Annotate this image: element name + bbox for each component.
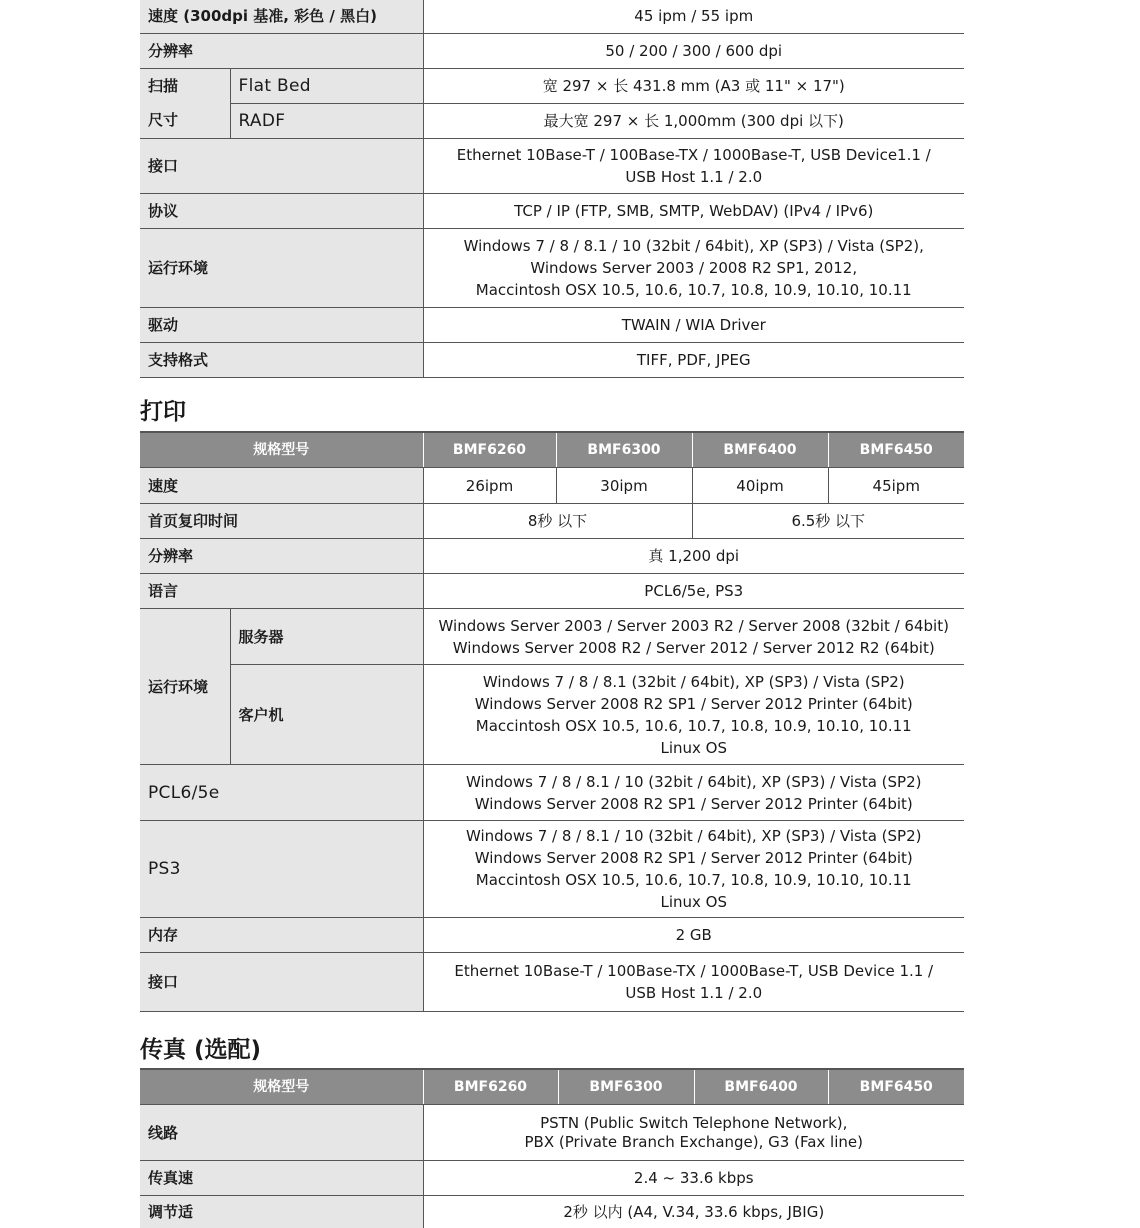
print-speed-label: 速度	[140, 468, 423, 504]
scan-interface-label: 接口	[140, 138, 423, 193]
scan-env-value	[423, 228, 964, 307]
scan-speed-label: 速度 (300dpi 基准, 彩色 / 黑白)	[140, 0, 423, 33]
scan-driver-row	[140, 307, 964, 342]
print-pcl-line-2: Windows Server 2008 R2 SP1 / Server 2012 Printer (64bit)	[474, 794, 913, 813]
scan-resolution-label: 分辨率	[140, 33, 423, 68]
print-speed-1: 26ipm	[423, 468, 556, 504]
print-env-server-value	[423, 609, 964, 665]
print-resolution-value: 真 1,200 dpi	[423, 539, 964, 574]
print-env-client-line-3: Maccintosh OSX 10.5, 10.6, 10.7, 10.8, 10.9, 10.10, 10.11	[475, 716, 912, 735]
print-first-copy-b: 6.5秒 以下	[692, 504, 964, 539]
fax-line-value	[423, 1105, 964, 1161]
scan-format-row	[140, 342, 964, 377]
scan-size-label-2: 尺寸	[140, 103, 230, 138]
scan-radf-value: 最大宽 297 × 长 1,000mm (300 dpi 以下)	[423, 103, 964, 138]
fax-model-2: BMF6300	[558, 1069, 694, 1105]
print-env-label: 运行环境	[140, 609, 230, 765]
print-section-title: 打印	[140, 399, 186, 425]
scan-radf-row	[140, 103, 964, 138]
print-env-server-label: 服务器	[230, 609, 423, 665]
print-resolution-label: 分辨率	[140, 539, 423, 574]
print-env-server-row	[140, 609, 964, 665]
fax-model-4: BMF6450	[828, 1069, 964, 1105]
scan-interface-line-2: USB Host 1.1 / 2.0	[625, 167, 763, 186]
print-ps3-value	[423, 821, 964, 918]
scan-radf-label: RADF	[230, 103, 423, 138]
scan-env-label: 运行环境	[140, 228, 423, 307]
print-speed-2: 30ipm	[556, 468, 692, 504]
fax-speed-value: 2.4 ~ 33.6 kbps	[423, 1161, 964, 1196]
print-env-server-line-2: Windows Server 2008 R2 / Server 2012 / Server 2012 R2 (64bit)	[452, 638, 935, 657]
print-pcl-row	[140, 765, 964, 821]
scan-resolution-value: 50 / 200 / 300 / 600 dpi	[423, 33, 964, 68]
scan-env-line-2: Windows Server 2003 / 2008 R2 SP1, 2012,	[530, 258, 858, 277]
print-memory-label: 内存	[140, 918, 423, 953]
fax-speed-row	[140, 1161, 964, 1196]
fax-modem-value: 2秒 以内 (A4, V.34, 33.6 kbps, JBIG)	[423, 1196, 964, 1228]
print-env-client-line-2: Windows Server 2008 R2 SP1 / Server 2012 Printer (64bit)	[474, 694, 913, 713]
scan-format-value: TIFF, PDF, JPEG	[423, 342, 964, 377]
scan-speed-row	[140, 0, 964, 33]
fax-line-label: 线路	[140, 1105, 423, 1161]
scan-spec-section	[140, 0, 964, 378]
print-header-label: 规格型号	[140, 432, 423, 468]
print-first-copy-label: 首页复印时间	[140, 504, 423, 539]
scan-driver-value: TWAIN / WIA Driver	[423, 307, 964, 342]
print-spec-section	[140, 431, 964, 1012]
fax-spec-table	[140, 1068, 964, 1228]
print-ps3-row	[140, 821, 964, 918]
print-speed-3: 40ipm	[692, 468, 828, 504]
print-interface-line-2: USB Host 1.1 / 2.0	[625, 984, 763, 1002]
print-interface-row	[140, 953, 964, 1012]
scan-interface-value	[423, 138, 964, 193]
scan-env-row	[140, 228, 964, 307]
scan-format-label: 支持格式	[140, 342, 423, 377]
scan-speed-value: 45 ipm / 55 ipm	[423, 0, 964, 33]
fax-header-row	[140, 1069, 964, 1105]
scan-protocol-label: 协议	[140, 193, 423, 228]
print-speed-4: 45ipm	[828, 468, 964, 504]
print-ps3-line-1: Windows 7 / 8 / 8.1 / 10 (32bit / 64bit), XP (SP3) / Vista (SP2)	[465, 827, 922, 845]
print-env-client-line-1: Windows 7 / 8 / 8.1 (32bit / 64bit), XP (SP3) / Vista (SP2)	[482, 672, 905, 691]
print-language-label: 语言	[140, 574, 423, 609]
fax-modem-label: 调节适	[140, 1196, 423, 1228]
print-interface-value	[423, 953, 964, 1012]
scan-flatbed-value: 宽 297 × 长 431.8 mm (A3 或 11" × 17")	[423, 68, 964, 103]
print-header-row	[140, 432, 964, 468]
fax-line-row	[140, 1105, 964, 1161]
print-pcl-label: PCL6/5e	[140, 765, 423, 821]
print-model-1: BMF6260	[423, 432, 556, 468]
print-env-client-label: 客户机	[230, 665, 423, 765]
print-env-server-line-1: Windows Server 2003 / Server 2003 R2 / Server 2008 (32bit / 64bit)	[438, 616, 949, 635]
print-model-3: BMF6400	[692, 432, 828, 468]
scan-protocol-row	[140, 193, 964, 228]
scan-flatbed-row	[140, 68, 964, 103]
fax-line-line-2: PBX (Private Branch Exchange), G3 (Fax line)	[524, 1132, 863, 1151]
scan-interface-row	[140, 138, 964, 193]
scan-env-line-3: Maccintosh OSX 10.5, 10.6, 10.7, 10.8, 10.9, 10.10, 10.11	[475, 280, 912, 299]
print-model-2: BMF6300	[556, 432, 692, 468]
print-pcl-value	[423, 765, 964, 821]
fax-model-3: BMF6400	[694, 1069, 828, 1105]
fax-line-line-1: PSTN (Public Switch Telephone Network),	[540, 1113, 848, 1132]
fax-section-title: 传真 (选配)	[140, 1037, 262, 1063]
print-memory-value: 2 GB	[423, 918, 964, 953]
fax-speed-label: 传真速	[140, 1161, 423, 1196]
scan-size-label-1: 扫描	[140, 68, 230, 103]
print-env-client-line-4: Linux OS	[660, 738, 727, 757]
fax-spec-section	[140, 1068, 964, 1228]
print-interface-line-1: Ethernet 10Base-T / 100Base-TX / 1000Base-T, USB Device 1.1 /	[454, 962, 934, 980]
fax-modem-row	[140, 1196, 964, 1228]
print-interface-label: 接口	[140, 953, 423, 1012]
scan-env-line-1: Windows 7 / 8 / 8.1 / 10 (32bit / 64bit), XP (SP3) / Vista (SP2),	[463, 236, 924, 255]
print-language-row	[140, 574, 964, 609]
print-speed-row	[140, 468, 964, 504]
scan-resolution-row	[140, 33, 964, 68]
print-memory-row	[140, 918, 964, 953]
print-first-copy-a: 8秒 以下	[423, 504, 692, 539]
print-pcl-line-1: Windows 7 / 8 / 8.1 / 10 (32bit / 64bit), XP (SP3) / Vista (SP2)	[465, 772, 922, 791]
print-language-value: PCL6/5e, PS3	[423, 574, 964, 609]
print-env-client-row	[140, 665, 964, 765]
scan-flatbed-label: Flat Bed	[230, 68, 423, 103]
print-model-4: BMF6450	[828, 432, 964, 468]
fax-model-1: BMF6260	[423, 1069, 558, 1105]
print-ps3-label: PS3	[140, 821, 423, 918]
print-env-client-value	[423, 665, 964, 765]
scan-protocol-value: TCP / IP (FTP, SMB, SMTP, WebDAV) (IPv4 / IPv6)	[423, 193, 964, 228]
print-ps3-line-2: Windows Server 2008 R2 SP1 / Server 2012 Printer (64bit)	[474, 849, 913, 867]
print-resolution-row	[140, 539, 964, 574]
print-ps3-line-3: Maccintosh OSX 10.5, 10.6, 10.7, 10.8, 10.9, 10.10, 10.11	[475, 871, 912, 889]
print-ps3-line-4: Linux OS	[660, 893, 727, 911]
print-first-copy-row	[140, 504, 964, 539]
fax-header-label: 规格型号	[140, 1069, 423, 1105]
scan-spec-table	[140, 0, 964, 378]
scan-driver-label: 驱动	[140, 307, 423, 342]
scan-interface-line-1: Ethernet 10Base-T / 100Base-TX / 1000Base-T, USB Device1.1 /	[456, 145, 931, 164]
print-spec-table	[140, 431, 964, 1012]
